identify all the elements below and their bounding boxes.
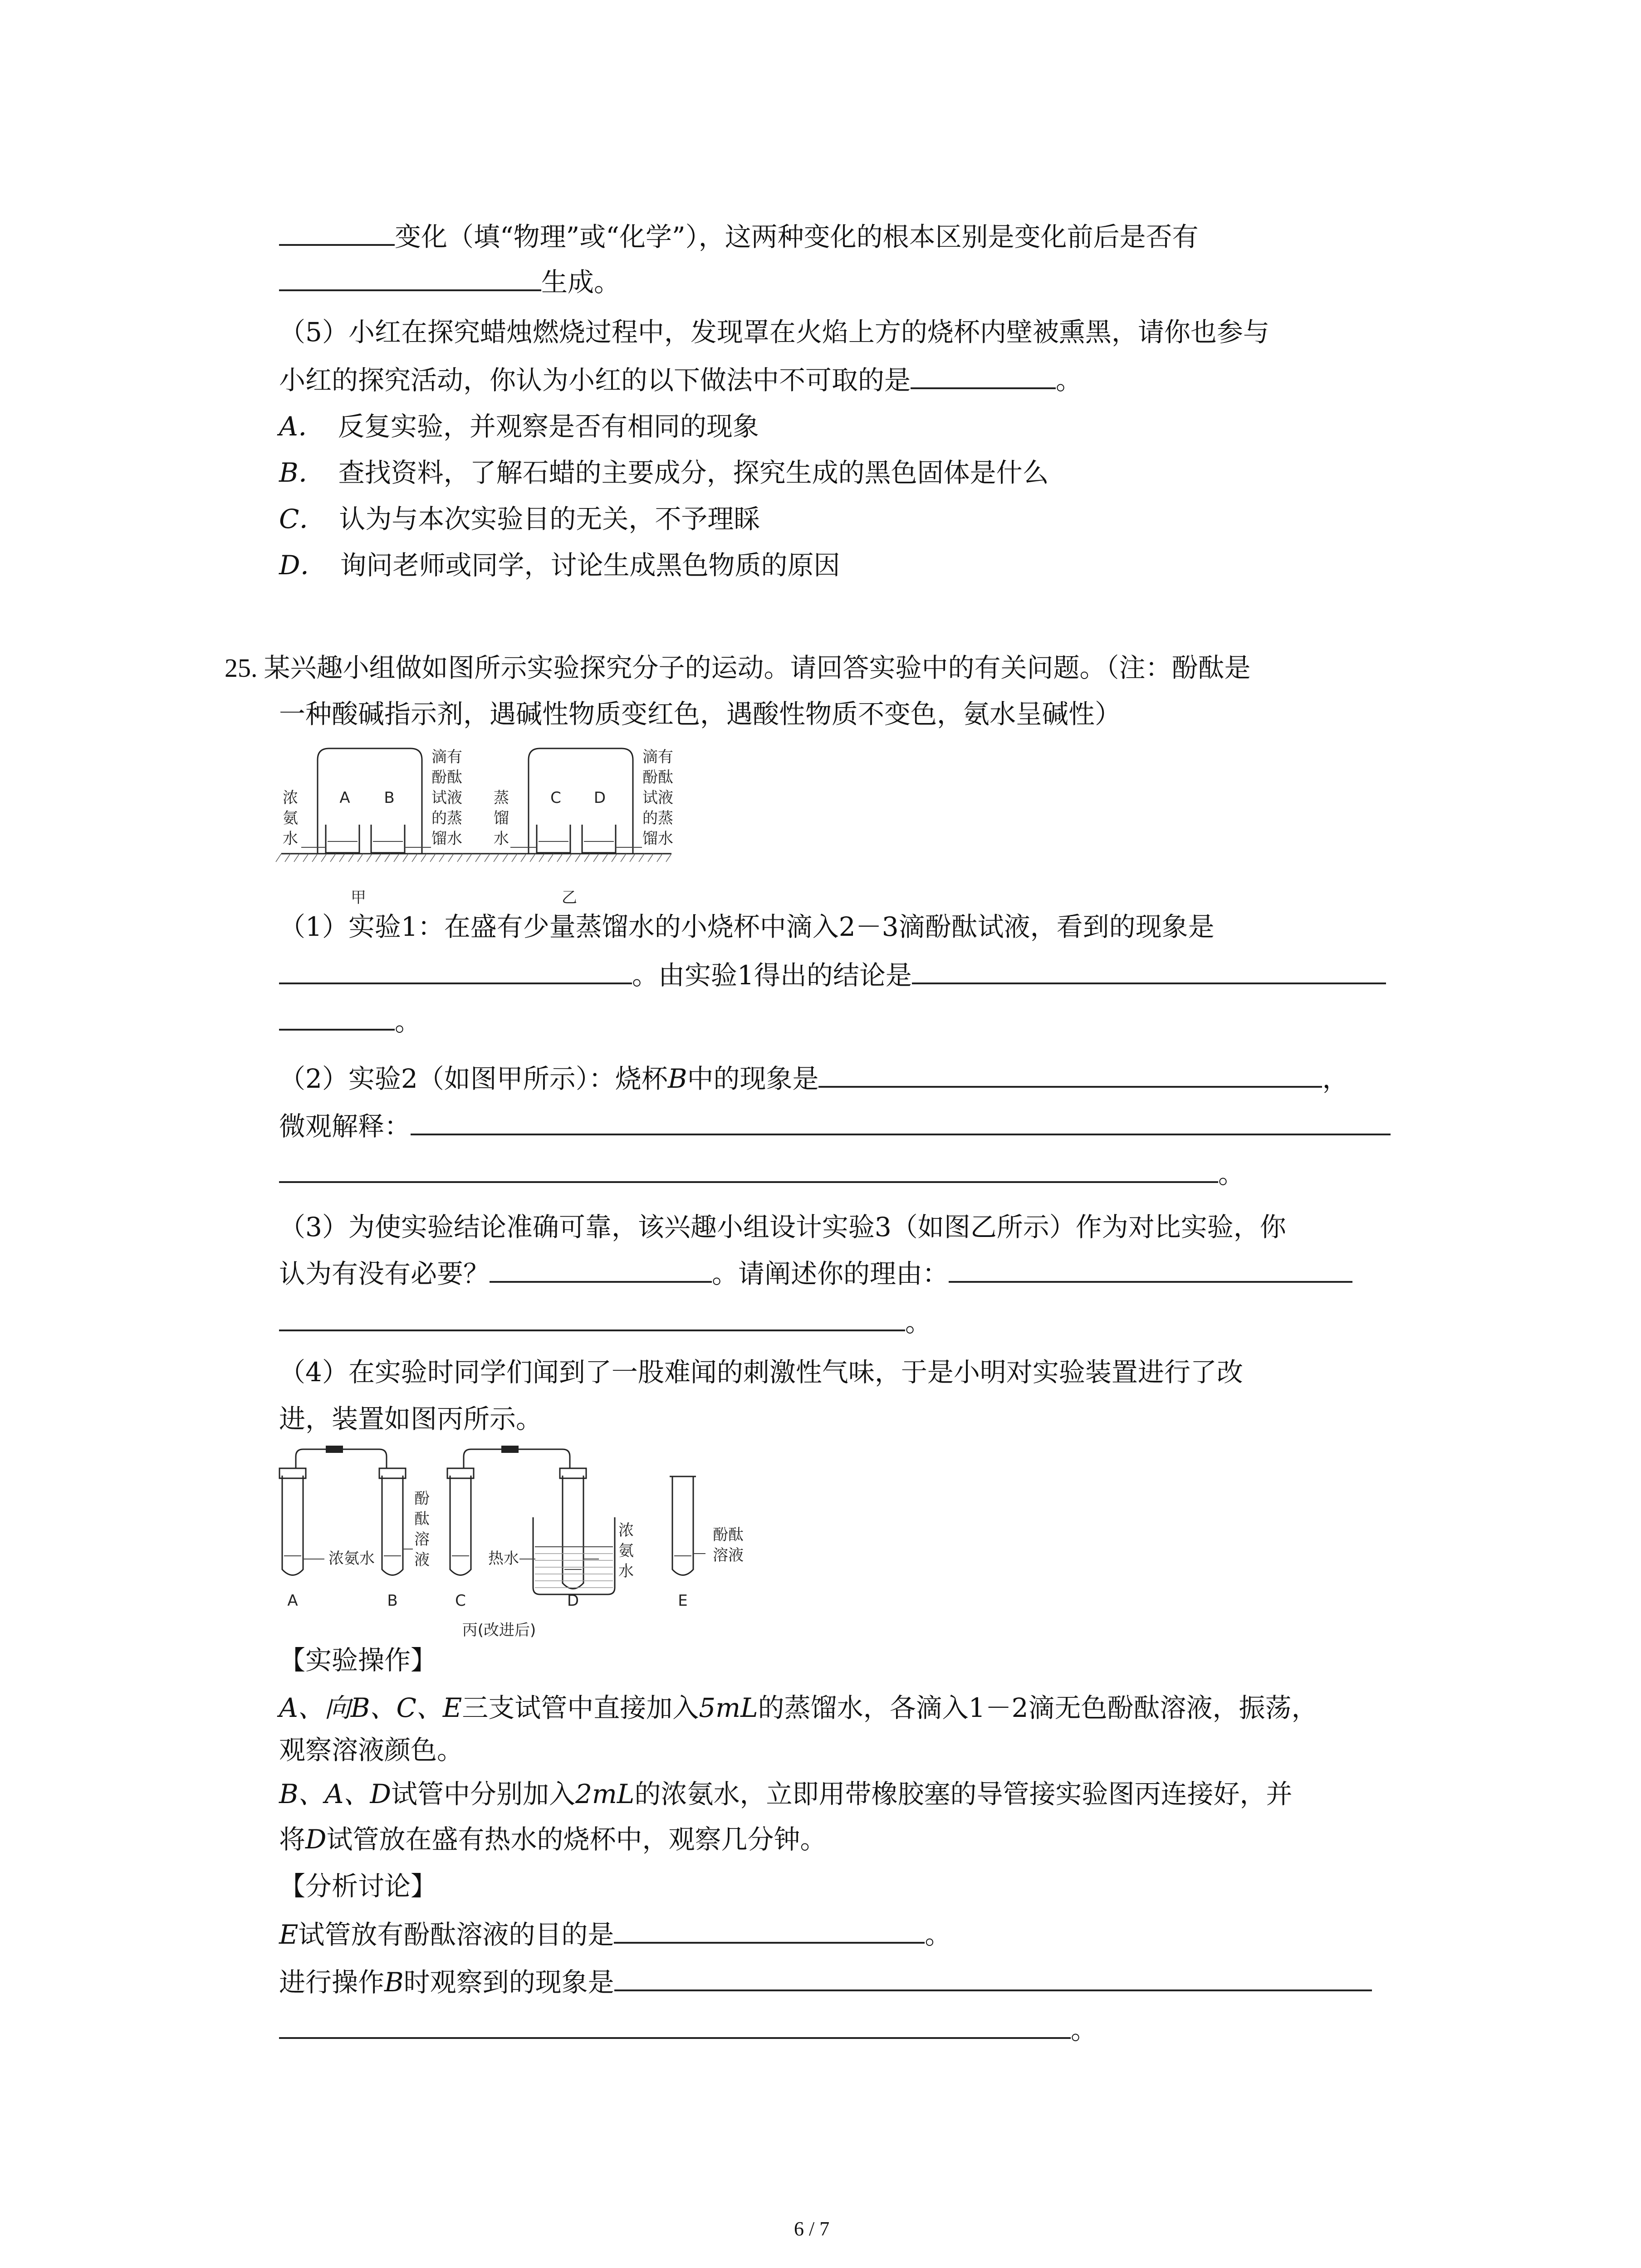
answer-blank[interactable] <box>279 1156 1218 1183</box>
q25-sub3-line2: 认为有没有必要？ 。请阐述你的理由： <box>279 1256 1352 1292</box>
section-title-operation: 【实验操作】 <box>279 1645 437 1676</box>
label-conc-ammonia-3: 水 <box>283 830 298 848</box>
q25-sub4-line1: （4）在实验时同学们闻到了一股难闻的刺激性气味，于是小明对实验装置进行了改 <box>279 1357 1243 1388</box>
beaker-label-b: B <box>384 789 395 807</box>
label-conc-ammonia-a: 浓氨水 <box>328 1549 375 1568</box>
answer-blank[interactable] <box>279 957 632 984</box>
answer-blank[interactable] <box>911 362 1056 389</box>
q25-stem-line1: 25. 某兴趣小组做如图所示实验探究分子的运动。请回答实验中的有关问题。（注：酚酞是 <box>225 652 1251 683</box>
label-phenol-water-2-2: 酚酞 <box>642 768 673 787</box>
operation-a-line1: A、向B、C、E三支试管中直接加入5mL的蒸馏水，各滴入1－2滴无色酚酞溶液，振荡， <box>279 1692 1318 1723</box>
analysis-line1: E试管放有酚酞溶液的目的是 。 <box>279 1916 951 1953</box>
line-prev-1: 变化（填“物理”或“化学”），这两种变化的根本区别是变化前后是否有 <box>279 219 1199 255</box>
label-phenol-water-4: 的蒸 <box>431 809 462 827</box>
label-phenol-e-1: 酚酞 <box>713 1526 744 1544</box>
tube-label-a: A <box>287 1592 298 1610</box>
answer-blank[interactable] <box>614 1964 1372 1991</box>
operation-b-line1: B、A、D试管中分别加入2mL的浓氨水，立即用带橡胶塞的导管接实验图丙连接好，并 <box>279 1779 1293 1809</box>
q5-stem-line2: 小红的探究活动，你认为小红的以下做法中不可取的是 。 <box>279 362 1082 398</box>
caption-yi: 乙 <box>562 889 577 907</box>
label-phenol-b-1: 酚 <box>414 1490 430 1508</box>
tube-label-d: D <box>567 1592 579 1610</box>
label-distilled-water-1: 蒸 <box>494 789 509 807</box>
caption-bing: 丙(改进后) <box>462 1621 536 1639</box>
q25-sub2-line2: 微观解释： <box>279 1108 1391 1144</box>
label-phenol-water-2: 酚酞 <box>431 768 462 787</box>
label-conc-ammonia-d-2: 氨 <box>618 1542 634 1560</box>
q25-sub2-line1: （2）实验2（如图甲所示）：烧杯B中的现象是 ， <box>279 1061 1348 1097</box>
q25-sub1-line1: （1）实验1：在盛有少量蒸馏水的小烧杯中滴入2－3滴酚酞试液，看到的现象是 <box>279 911 1215 942</box>
answer-blank[interactable] <box>279 1304 905 1331</box>
figure-bing <box>272 1440 771 1653</box>
answer-blank[interactable] <box>279 2012 1071 2039</box>
figure-bing-drawing <box>272 1440 771 1653</box>
label-distilled-water-3: 水 <box>494 830 509 848</box>
label-phenol-b-3: 溶 <box>414 1530 430 1549</box>
q25-sub4-line2: 进，装置如图丙所示。 <box>279 1403 543 1434</box>
answer-blank[interactable] <box>279 264 541 291</box>
q25-sub1-line3: 。 <box>279 1003 421 1040</box>
q5-stem-line1: （5）小红在探究蜡烛燃烧过程中，发现罩在火焰上方的烧杯内壁被熏黑，请你也参与 <box>279 317 1269 347</box>
section-title-analysis: 【分析讨论】 <box>279 1871 437 1901</box>
tube-label-b: B <box>387 1592 398 1610</box>
label-conc-ammonia-1: 浓 <box>283 789 298 807</box>
answer-blank[interactable] <box>411 1108 1391 1135</box>
q5-option-a: A． 反复实验，并观察是否有相同的现象 <box>279 411 759 442</box>
beaker-label-a: A <box>339 789 350 807</box>
question-number: 25. <box>225 653 258 683</box>
answer-blank[interactable] <box>279 219 395 246</box>
q5-option-c: C． 认为与本次实验目的无关，不予理睬 <box>279 503 760 534</box>
analysis-line3: 。 <box>279 2012 1097 2048</box>
line-prev-2: 生成。 <box>279 264 620 300</box>
answer-blank[interactable] <box>912 957 1386 984</box>
beaker-label-c: C <box>550 789 561 807</box>
label-distilled-water-2: 馏 <box>494 809 509 827</box>
label-hot-water: 热水 <box>488 1549 519 1568</box>
label-phenol-water-5: 馏水 <box>431 830 462 848</box>
page-number: 6 / 7 <box>794 2218 830 2240</box>
label-phenol-b-2: 酞 <box>414 1510 430 1528</box>
label-phenol-b-4: 液 <box>414 1551 430 1569</box>
label-phenol-water-2-5: 馏水 <box>642 830 673 848</box>
answer-blank[interactable] <box>818 1061 1322 1088</box>
operation-b-line2: 将D试管放在盛有热水的烧杯中，观察几分钟。 <box>279 1824 827 1855</box>
tube-label-c: C <box>455 1592 466 1610</box>
label-phenol-water-2-3: 试液 <box>642 789 673 807</box>
label-conc-ammonia-d-3: 水 <box>618 1562 634 1580</box>
tube-label-e: E <box>678 1592 688 1610</box>
answer-blank[interactable] <box>490 1256 712 1283</box>
q25-sub1-line2: 。由实验1得出的结论是 <box>279 957 1386 993</box>
label-phenol-water-3: 试液 <box>431 789 462 807</box>
q25-sub2-line3: 。 <box>279 1156 1244 1192</box>
operation-a-line2: 观察溶液颜色。 <box>279 1735 464 1765</box>
beaker-label-d: D <box>593 789 606 807</box>
label-phenol-e-2: 溶液 <box>713 1546 744 1564</box>
q5-option-b: B． 查找资料，了解石蜡的主要成分，探究生成的黑色固体是什么 <box>279 457 1049 488</box>
label-phenol-water-2-4: 的蒸 <box>642 809 673 827</box>
q25-stem-line2: 一种酸碱指示剂，遇碱性物质变红色，遇酸性物质不变色，氨水呈碱性） <box>279 699 1122 729</box>
q25-sub3-line1: （3）为使实验结论准确可靠，该兴趣小组设计实验3（如图乙所示）作为对比实验，你 <box>279 1212 1286 1242</box>
figure-jia-yi-drawing <box>272 735 681 916</box>
q5-option-d: D． 询问老师或同学，讨论生成黑色物质的原因 <box>279 550 840 581</box>
figure-jia-yi <box>272 735 681 916</box>
caption-jia: 甲 <box>351 889 366 907</box>
analysis-line2: 进行操作B时观察到的现象是 <box>279 1964 1372 2000</box>
q25-sub3-line3: 。 <box>279 1304 931 1340</box>
label-phenol-water-1: 滴有 <box>431 748 462 766</box>
label-conc-ammonia-d-1: 浓 <box>618 1521 634 1540</box>
answer-blank[interactable] <box>949 1256 1352 1283</box>
answer-blank[interactable] <box>614 1916 925 1944</box>
label-conc-ammonia-2: 氨 <box>283 809 298 827</box>
label-phenol-water-2-1: 滴有 <box>642 748 673 766</box>
answer-blank[interactable] <box>279 1003 395 1031</box>
